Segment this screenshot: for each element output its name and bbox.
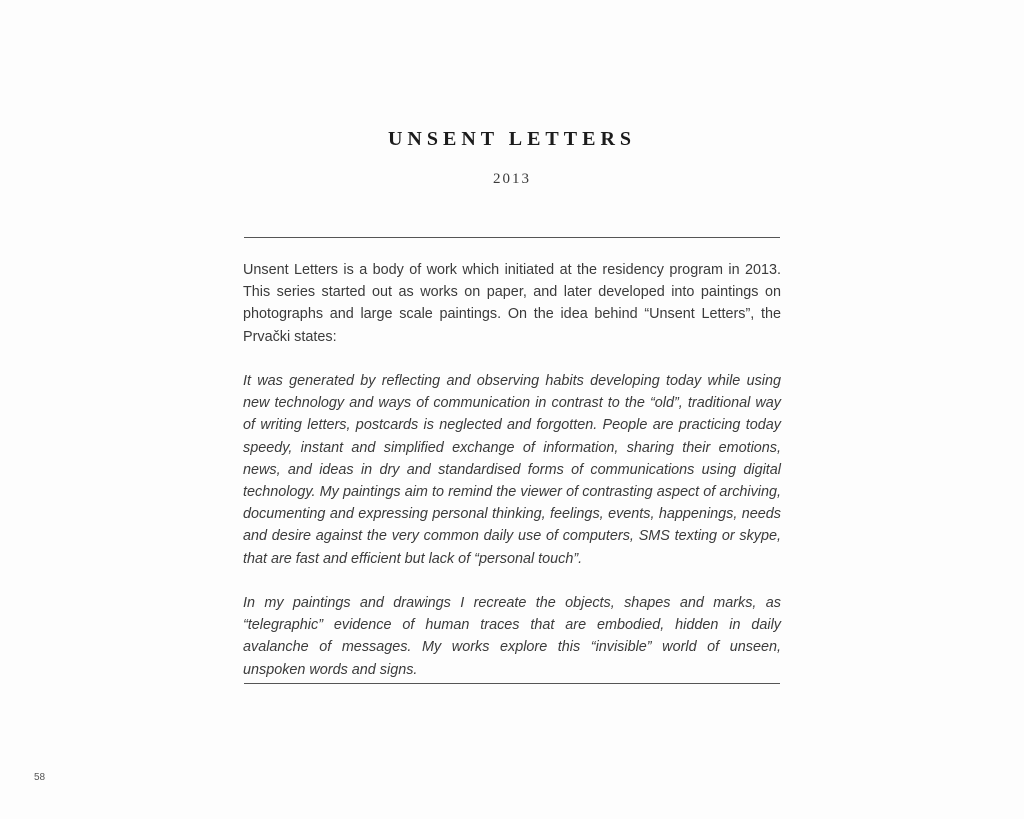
page-number: 58 [34,772,46,783]
quote-paragraph-2: In my paintings and drawings I recreate the objects, shapes and marks, as “telegraphic” evidence of human traces that are embodied, hidden in daily avalanche of messages. My works explore this “invisible” world of unseen, unspoken words and signs. [243,595,781,678]
quote-paragraph-1: It was generated by reflecting and observing habits developing today while using new technology and ways of communication in contrast to the “old”, traditional way of writing letters, postcards is neglected and forgotten. People are practicing today speedy, instant and simplified exchange of information, sharing their emotions, news, and ideas in dry and standardised forms of communications using digital technology. My paintings aim to remind the viewer of contrasting aspect of archiving, documenting and expressing personal thinking, feelings, events, happenings, needs and desire against the very common daily use of computers, SMS texting or skype, that are fast and efficient but lack of “personal touch”. [243,373,781,567]
page-title: UNSENT LETTERS [387,128,637,150]
intro-paragraph: Unsent Letters is a body of work which initiated at the residency program in 2013. This series started out as works on paper, and later developed into paintings on photographs and large scale paintings. On the idea behind “Unsent Letters”, the Prvački states: [243,262,781,345]
year-subtitle: 2013 [493,171,531,187]
bottom-divider [244,683,780,684]
top-divider [244,237,780,238]
body-text [243,259,781,681]
